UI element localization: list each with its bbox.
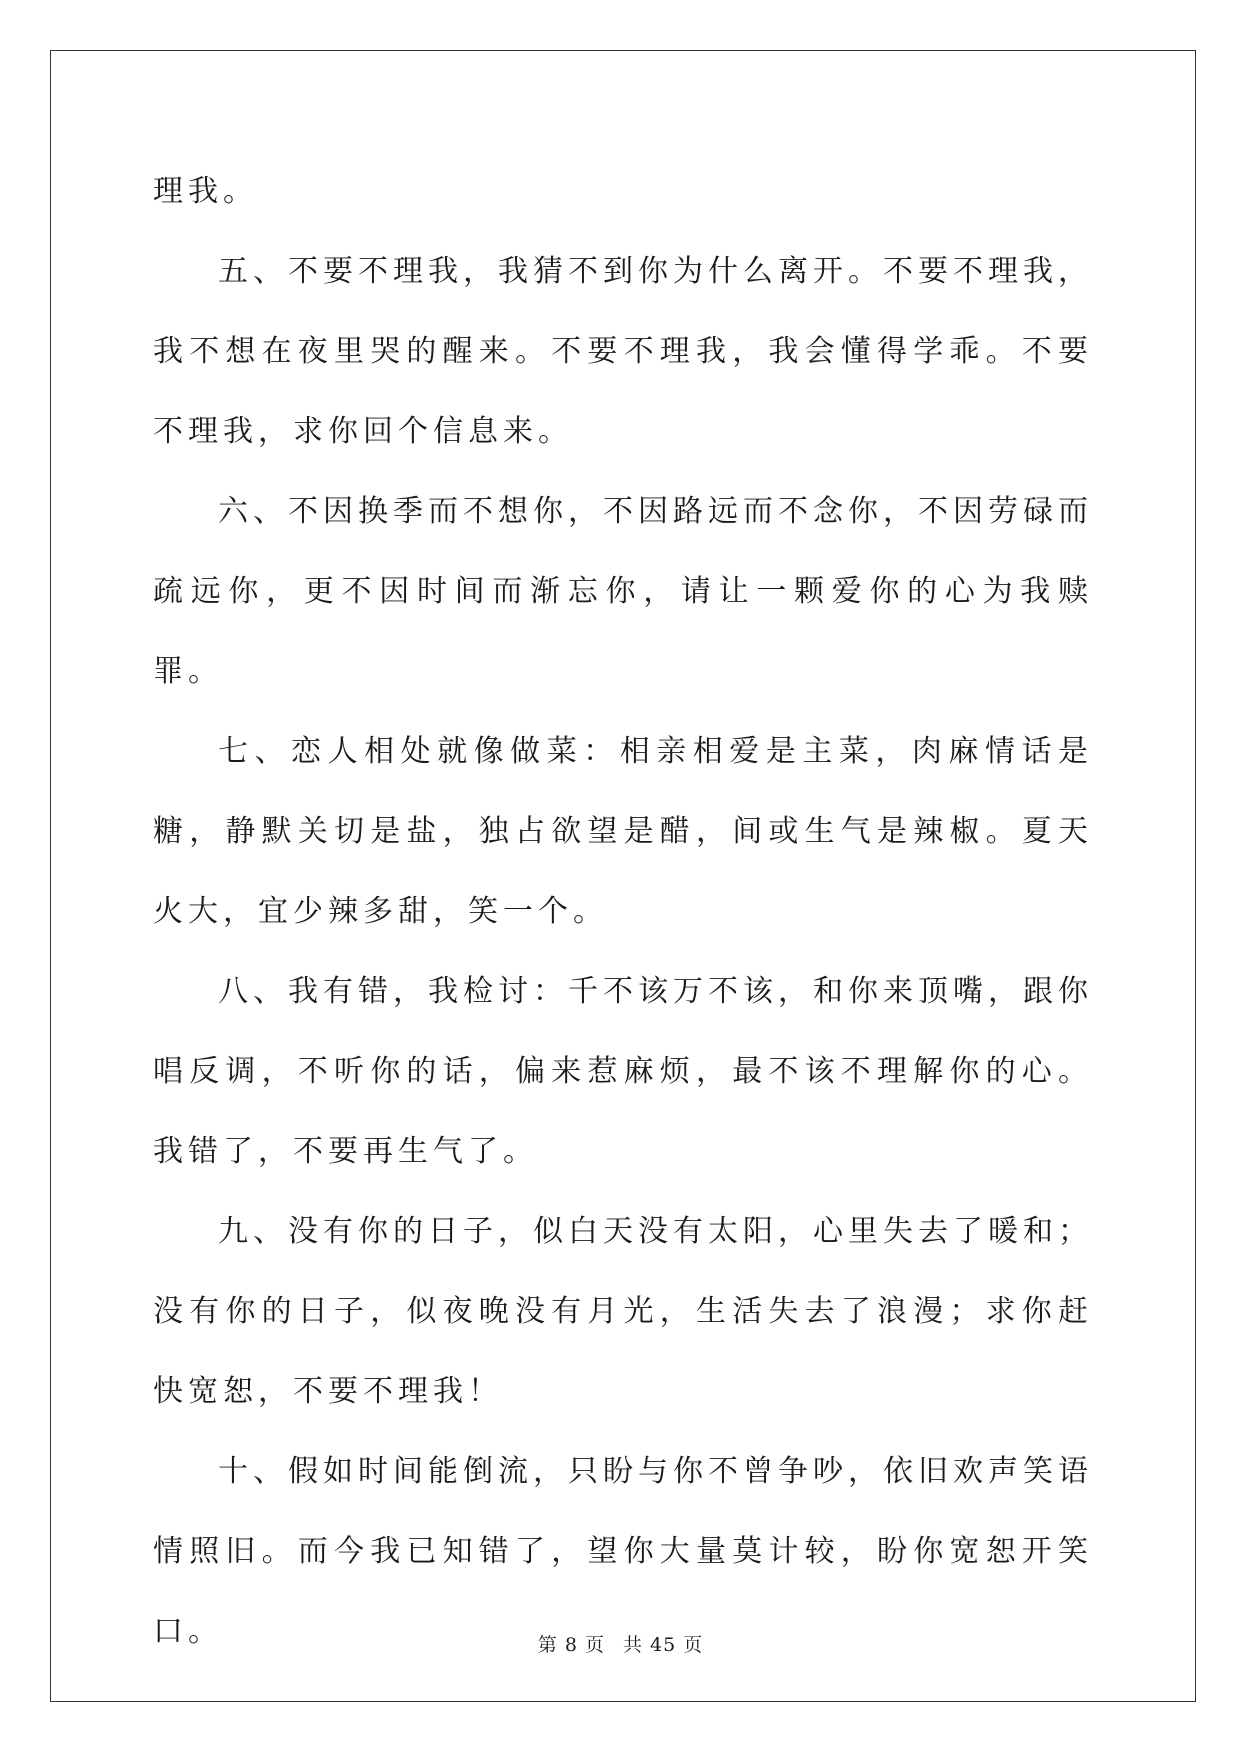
paragraph-7: 七、恋人相处就像做菜：相亲相爱是主菜，肉麻情话是糖，静默关切是盐，独占欲望是醋，间或生气是辣椒。夏天火大，宜少辣多甜，笑一个。 <box>153 734 1093 929</box>
page-footer <box>0 1630 1241 1657</box>
paragraph-continuation: 理我。 <box>153 174 258 209</box>
paragraph-10: 十、假如时间能倒流，只盼与你不曾争吵，依旧欢声笑语情照旧。而今我已知错了，望你大量莫计较，盼你宽恕开笑口。 <box>153 1454 1093 1649</box>
page-number: 第 8 页 <box>537 1634 605 1656</box>
paragraph-6: 六、不因换季而不想你，不因路远而不念你，不因劳碌而疏远你，更不因时间而渐忘你，请让一颗爱你的心为我赎罪。 <box>153 494 1093 689</box>
paragraph-9: 九、没有你的日子，似白天没有太阳，心里失去了暖和；没有你的日子，似夜晚没有月光，生活失去了浪漫；求你赶快宽恕，不要不理我！ <box>153 1214 1093 1409</box>
paragraph-5: 五、不要不理我，我猜不到你为什么离开。不要不理我，我不想在夜里哭的醒来。不要不理我，我会懂得学乖。不要不理我，求你回个信息来。 <box>153 254 1093 449</box>
page-total: 共 45 页 <box>622 1634 704 1656</box>
document-body <box>153 152 1093 1672</box>
paragraph-8: 八、我有错，我检讨：千不该万不该，和你来顶嘴，跟你唱反调，不听你的话，偏来惹麻烦，最不该不理解你的心。我错了，不要再生气了。 <box>153 974 1093 1169</box>
